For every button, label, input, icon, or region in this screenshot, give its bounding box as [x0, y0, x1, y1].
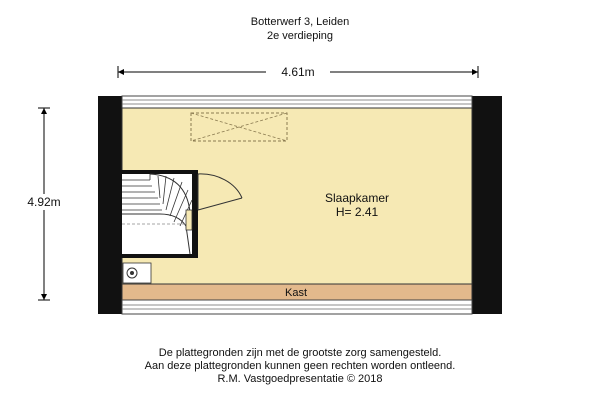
- floor-subtitle: 2e verdieping: [266, 30, 334, 42]
- address-title: Botterwerf 3, Leiden: [250, 16, 350, 28]
- closet-label: Kast: [284, 287, 308, 299]
- bottom-wall: [122, 300, 472, 314]
- copyright-line: R.M. Vastgoedpresentatie © 2018: [217, 373, 383, 385]
- height-label: 4.92m: [27, 195, 61, 209]
- height-dimension: [18, 108, 70, 300]
- room-name: Slaapkamer: [324, 191, 390, 205]
- top-wall: [122, 96, 472, 108]
- stairwell: [120, 170, 198, 258]
- boiler-icon: [123, 263, 151, 283]
- width-dimension: [118, 63, 478, 79]
- left-wall: [98, 96, 122, 314]
- disclaimer-line-1: De plattegronden zijn met de grootste zorg samengesteld.: [158, 347, 442, 359]
- right-wall: [472, 96, 502, 314]
- width-label: 4.61m: [281, 65, 315, 79]
- disclaimer-line-2: Aan deze plattegronden kunnen geen rechten worden ontleend.: [144, 360, 456, 372]
- room-height: H= 2.41: [335, 205, 379, 219]
